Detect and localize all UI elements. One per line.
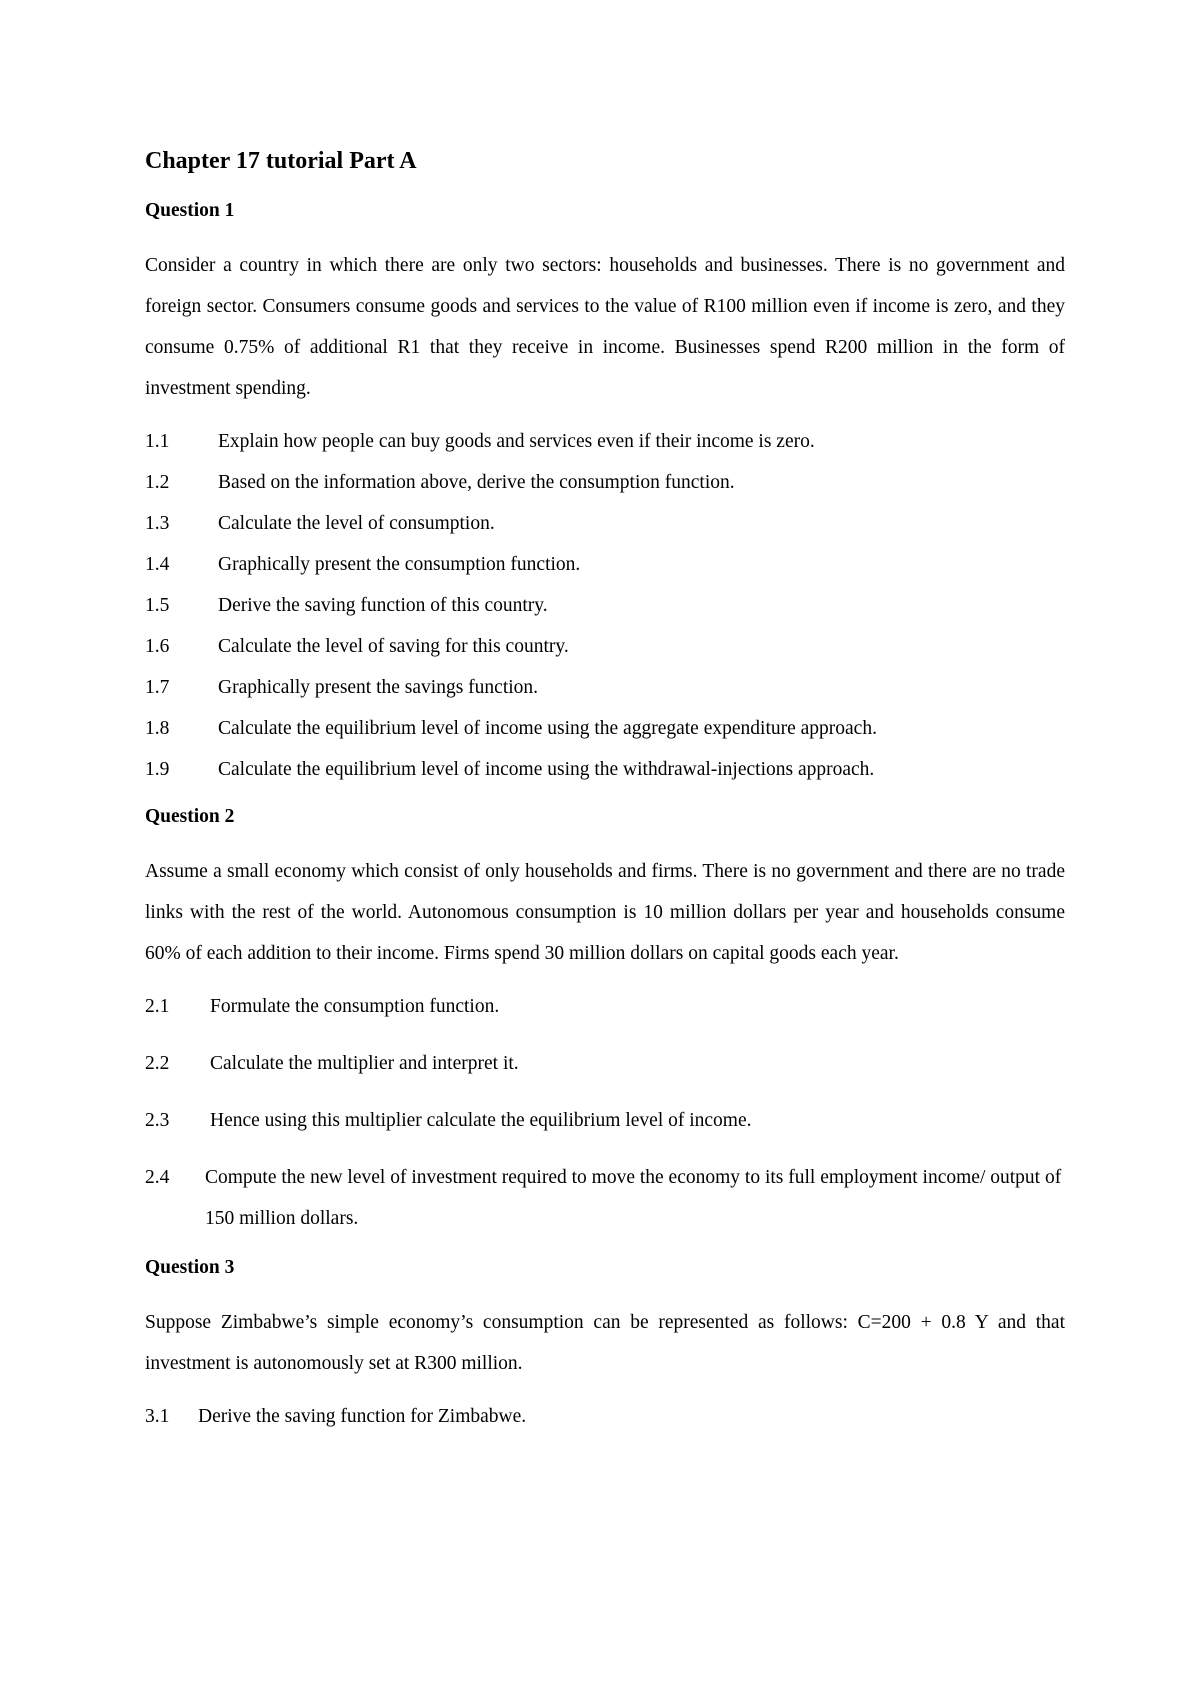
item-number: 1.4 [145,554,170,575]
item-text: Formulate the consumption function. [210,996,500,1017]
item-number: 2.2 [145,1053,170,1074]
item-text: Graphically present the consumption function. [218,554,581,575]
list-item [145,462,1065,503]
list-item [145,749,1065,790]
list-item [145,1396,1065,1437]
question-heading: Question 1 [145,200,235,221]
item-number: 2.4 [145,1167,170,1188]
question-body: Consider a country in which there are only two sectors: households and businesses. There is no government and foreign sector. Consumers consume goods and services to the value of R100 million even if income is zero, and they consume 0.75% of additional R1 that they receive in income. Businesses spend R200 million in the form of investment spending. [145,255,1065,399]
list-item [145,708,1065,749]
list-item [145,421,1065,462]
list-item [145,503,1065,544]
list-item [145,1157,1065,1239]
list-item [145,986,1065,1027]
item-text: Calculate the equilibrium level of income using the withdrawal-injections approach. [218,759,875,780]
list-item [145,1100,1065,1141]
item-text: Calculate the multiplier and interpret it. [210,1053,519,1074]
list-item [145,667,1065,708]
item-text: Based on the information above, derive the consumption function. [218,472,735,493]
sub-question-list [145,1396,1065,1437]
document-content [145,146,1065,1451]
item-number: 1.6 [145,636,170,657]
item-text: Calculate the equilibrium level of income using the aggregate expenditure approach. [218,718,877,739]
item-text: Explain how people can buy goods and services even if their income is zero. [218,431,815,452]
sub-question-list [145,421,1065,790]
question-heading: Question 3 [145,1257,235,1278]
item-number: 1.2 [145,472,170,493]
item-number: 1.9 [145,759,170,780]
item-text: Calculate the level of saving for this country. [218,636,569,657]
item-number: 1.7 [145,677,170,698]
item-number: 2.1 [145,996,170,1017]
list-item [145,544,1065,585]
question-heading: Question 2 [145,806,235,827]
item-number: 1.8 [145,718,170,739]
page-title: Chapter 17 tutorial Part A [145,148,417,174]
item-number: 1.1 [145,431,170,452]
question-body: Assume a small economy which consist of only households and firms. There is no government and there are no trade links with the rest of the world. Autonomous consumption is 10 million dollars per year and households consume 60% of each addition to their income. Firms spend 30 million dollars on capital goods each year. [145,861,1065,964]
item-text: Derive the saving function of this country. [218,595,548,616]
item-number: 1.5 [145,595,170,616]
question-2 [145,804,1065,1239]
item-text: Graphically present the savings function. [218,677,539,698]
question-3 [145,1255,1065,1437]
item-text: Compute the new level of investment required to move the economy to its full employment income/ output of 150 million dollars. [205,1167,1062,1229]
item-text: Derive the saving function for Zimbabwe. [198,1406,527,1427]
sub-question-list [145,986,1065,1239]
item-number: 1.3 [145,513,170,534]
list-item [145,1043,1065,1084]
question-1 [145,198,1065,790]
item-number: 2.3 [145,1110,170,1131]
question-body: Suppose Zimbabwe’s simple economy’s consumption can be represented as follows: C=200 + 0.8 Y and that investment is autonomously set at R300 million. [145,1312,1065,1374]
item-number: 3.1 [145,1406,170,1427]
item-text: Hence using this multiplier calculate the equilibrium level of income. [210,1110,752,1131]
item-text: Calculate the level of consumption. [218,513,495,534]
list-item [145,626,1065,667]
list-item [145,585,1065,626]
